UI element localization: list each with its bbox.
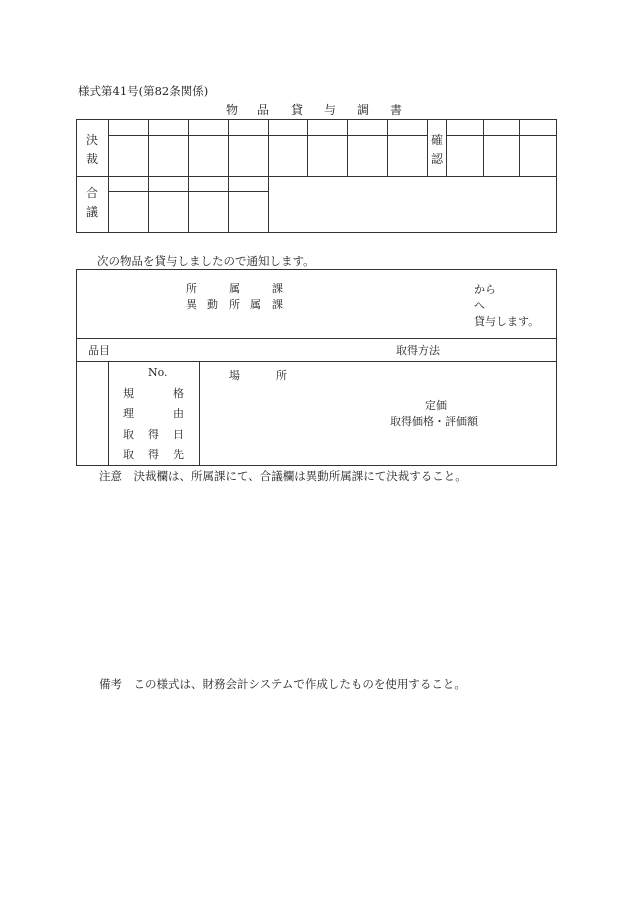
title-char: 貸 bbox=[291, 103, 304, 117]
idou-char: 課 bbox=[272, 298, 283, 311]
label-column-line bbox=[108, 119, 109, 233]
section-line bbox=[76, 361, 557, 362]
no-label: No. bbox=[148, 366, 168, 379]
shozoku-char: 属 bbox=[229, 282, 240, 295]
he-text: へ bbox=[474, 299, 485, 312]
notice-intro: 次の物品を貸与しましたので通知します。 bbox=[97, 254, 315, 268]
riyu-char: 由 bbox=[173, 407, 184, 420]
hinmoku-label: 品目 bbox=[88, 344, 110, 357]
shozoku-char: 課 bbox=[272, 282, 283, 295]
column-line bbox=[188, 119, 189, 233]
kakaku-label: 取得価格・評価額 bbox=[390, 415, 478, 428]
section-line bbox=[76, 338, 557, 339]
title-char: 与 bbox=[324, 103, 337, 117]
idou-char: 動 bbox=[207, 298, 218, 311]
shutokubi-char: 得 bbox=[148, 428, 159, 441]
column-line bbox=[268, 119, 269, 233]
column-line bbox=[387, 119, 388, 176]
column-line bbox=[228, 119, 229, 233]
idou-char: 所 bbox=[229, 298, 240, 311]
column-line bbox=[108, 361, 109, 466]
title-char: 品 bbox=[257, 103, 270, 117]
title-char: 物 bbox=[226, 103, 239, 117]
form-number: 様式第41号(第82条関係) bbox=[78, 84, 209, 98]
kikaku-char: 規 bbox=[123, 387, 134, 400]
shutokubi-char: 取 bbox=[123, 428, 134, 441]
column-line bbox=[446, 119, 447, 176]
title-char: 書 bbox=[390, 103, 403, 117]
column-line bbox=[199, 361, 200, 466]
column-line bbox=[519, 119, 520, 176]
kakunin-label-char: 認 bbox=[431, 152, 444, 166]
idou-char: 属 bbox=[250, 298, 261, 311]
kakunin-label-char: 確 bbox=[431, 133, 444, 147]
column-line bbox=[307, 119, 308, 176]
shutokusaki-char: 先 bbox=[173, 448, 184, 461]
title-char: 調 bbox=[357, 103, 370, 117]
shutokusaki-char: 得 bbox=[148, 448, 159, 461]
kikaku-char: 格 bbox=[173, 387, 184, 400]
kakunin-header-line bbox=[446, 135, 557, 136]
column-line bbox=[347, 119, 348, 176]
column-line bbox=[483, 119, 484, 176]
gogi-label-char: 議 bbox=[86, 205, 99, 219]
biko-note: 備考 この様式は、財務会計システムで作成したものを使用すること。 bbox=[99, 677, 466, 691]
kessai-label-char: 決 bbox=[86, 133, 99, 147]
shutokusaki-char: 取 bbox=[123, 448, 134, 461]
idou-char: 異 bbox=[186, 298, 197, 311]
shutokubi-char: 日 bbox=[173, 428, 184, 441]
shutoku-houhou-label: 取得方法 bbox=[396, 344, 440, 357]
basho-char: 場 bbox=[229, 369, 240, 382]
basho-char: 所 bbox=[276, 369, 287, 382]
column-line bbox=[427, 119, 428, 176]
column-line bbox=[148, 119, 149, 233]
teika-label: 定価 bbox=[425, 399, 447, 412]
shozoku-char: 所 bbox=[186, 282, 197, 295]
kessai-label-char: 裁 bbox=[86, 152, 99, 166]
gogi-label-char: 合 bbox=[86, 186, 99, 200]
taiyo-text: 貸与します。 bbox=[474, 315, 540, 328]
kara-text: から bbox=[474, 283, 496, 296]
chui-note: 注意 決裁欄は、所属課にて、合議欄は異動所属課にて決裁すること。 bbox=[99, 469, 467, 483]
riyu-char: 理 bbox=[123, 407, 134, 420]
